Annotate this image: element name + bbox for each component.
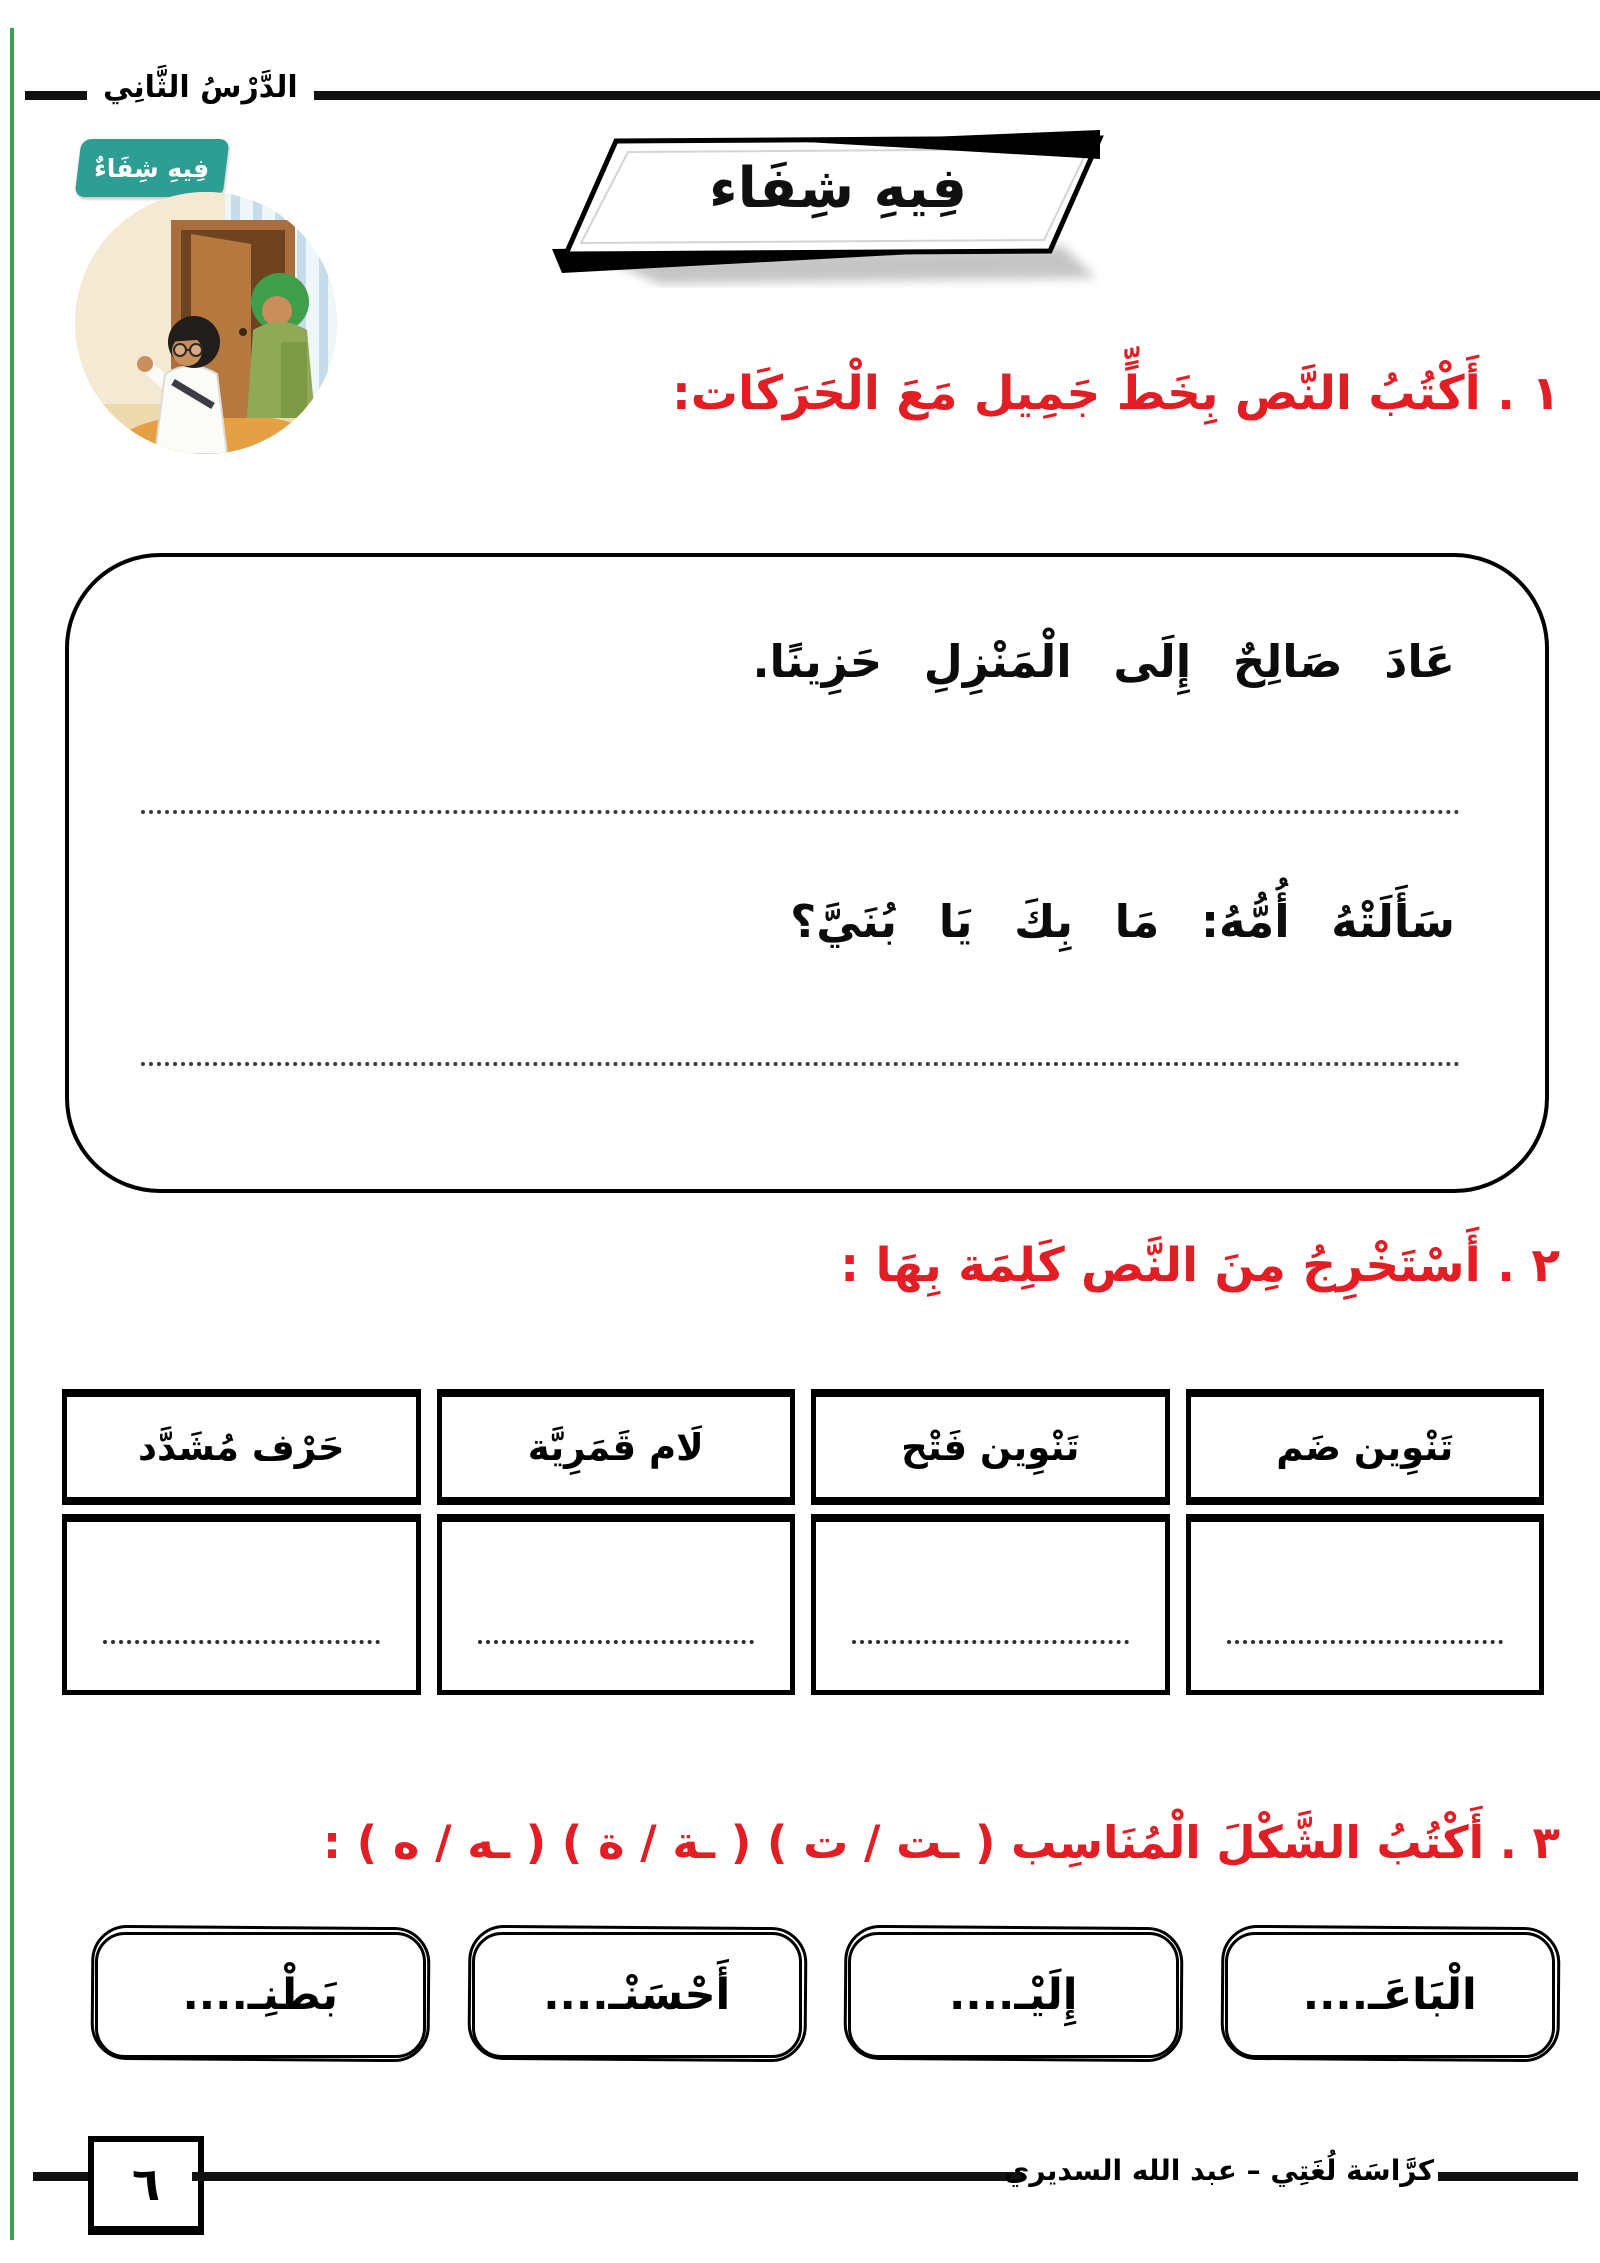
exercise2-heading: ٢ . أَسْتَخْرِجُ مِنَ النَّص كَلِمَة بِهَا : [840,1238,1560,1293]
table-column-harf-mushaddad [62,1392,421,1695]
boy-and-mother-at-door-image [75,192,337,454]
column-answer-cell [1186,1517,1545,1695]
header-rule-left [25,91,87,100]
header-rule-right [314,91,1600,100]
footer-rule-left [33,2172,88,2181]
footer-rule-right [1438,2172,1578,2181]
column-answer-cell [811,1517,1170,1695]
exercise3-word-boxes [95,1932,1555,2058]
table-column-tanwin-fath [811,1392,1170,1695]
footer-book-credit: كرَّاسَة لُغَتِي – عبد الله السديري [1003,2154,1434,2187]
title-banner [548,128,1118,288]
column-header: حَرْف مُشَدَّد [62,1392,421,1502]
left-edge-rule [10,28,14,2240]
exercise1-writing-box [65,553,1549,1193]
answer-dots [1227,1640,1504,1644]
exercise1-heading: ١ . أَكْتُبُ النَّص بِخَطٍّ جَمِيل مَعَ الْحَرَكَات: [672,366,1560,421]
column-answer-cell [62,1517,421,1695]
column-header: تَنْوِين فَتْح [811,1392,1170,1502]
exercise1-answer-line-2 [141,1062,1460,1066]
table-column-lam-qamariyya [437,1392,796,1695]
exercise2-table [62,1392,1544,1695]
column-answer-cell [437,1517,796,1695]
banner-title: فِيهِ شِفَاء [708,156,967,221]
footer-rule-middle [192,2172,1022,2181]
word-box-batn: بَطْنِـ.... [95,1932,426,2058]
exercise1-answer-line-1 [141,810,1460,814]
lesson-title: الدَّرْسُ الثَّانِي [103,69,298,105]
column-header: تَنْوِين ضَم [1186,1392,1545,1502]
word-box-albaa: الْبَاعَـ.... [1225,1932,1556,2058]
lesson-badge [74,139,229,197]
answer-dots [478,1640,755,1644]
table-column-tanwin-damm [1186,1392,1545,1695]
column-header: لَام قَمَرِيَّة [437,1392,796,1502]
exercise3-heading: ٣ . أَكْتُبُ الشَّكْلَ الْمُنَاسِب ( ـت / ت ) ( ـة / ة ) ( ـه / ه ) : [323,1816,1560,1869]
exercise1-sentence-2: سَأَلَتْهُ أُمُّهُ: مَا بِكَ يَا بُنَيَّ؟ [790,895,1455,948]
page-number-box: ٦ [88,2136,204,2232]
word-box-ilay: إِلَيْـ.... [848,1932,1179,2058]
page-header [25,68,1600,122]
exercise1-sentence-1: عَادَ صَالِحٌ إِلَى الْمَنْزِلِ حَزِينًا. [752,635,1455,688]
answer-dots [103,1640,380,1644]
lesson-badge-label: فِيهِ شِفَاءٌ [94,153,210,183]
story-illustration [75,192,337,454]
answer-dots [852,1640,1129,1644]
word-box-ahsan: أَحْسَنْـ.... [472,1932,803,2058]
